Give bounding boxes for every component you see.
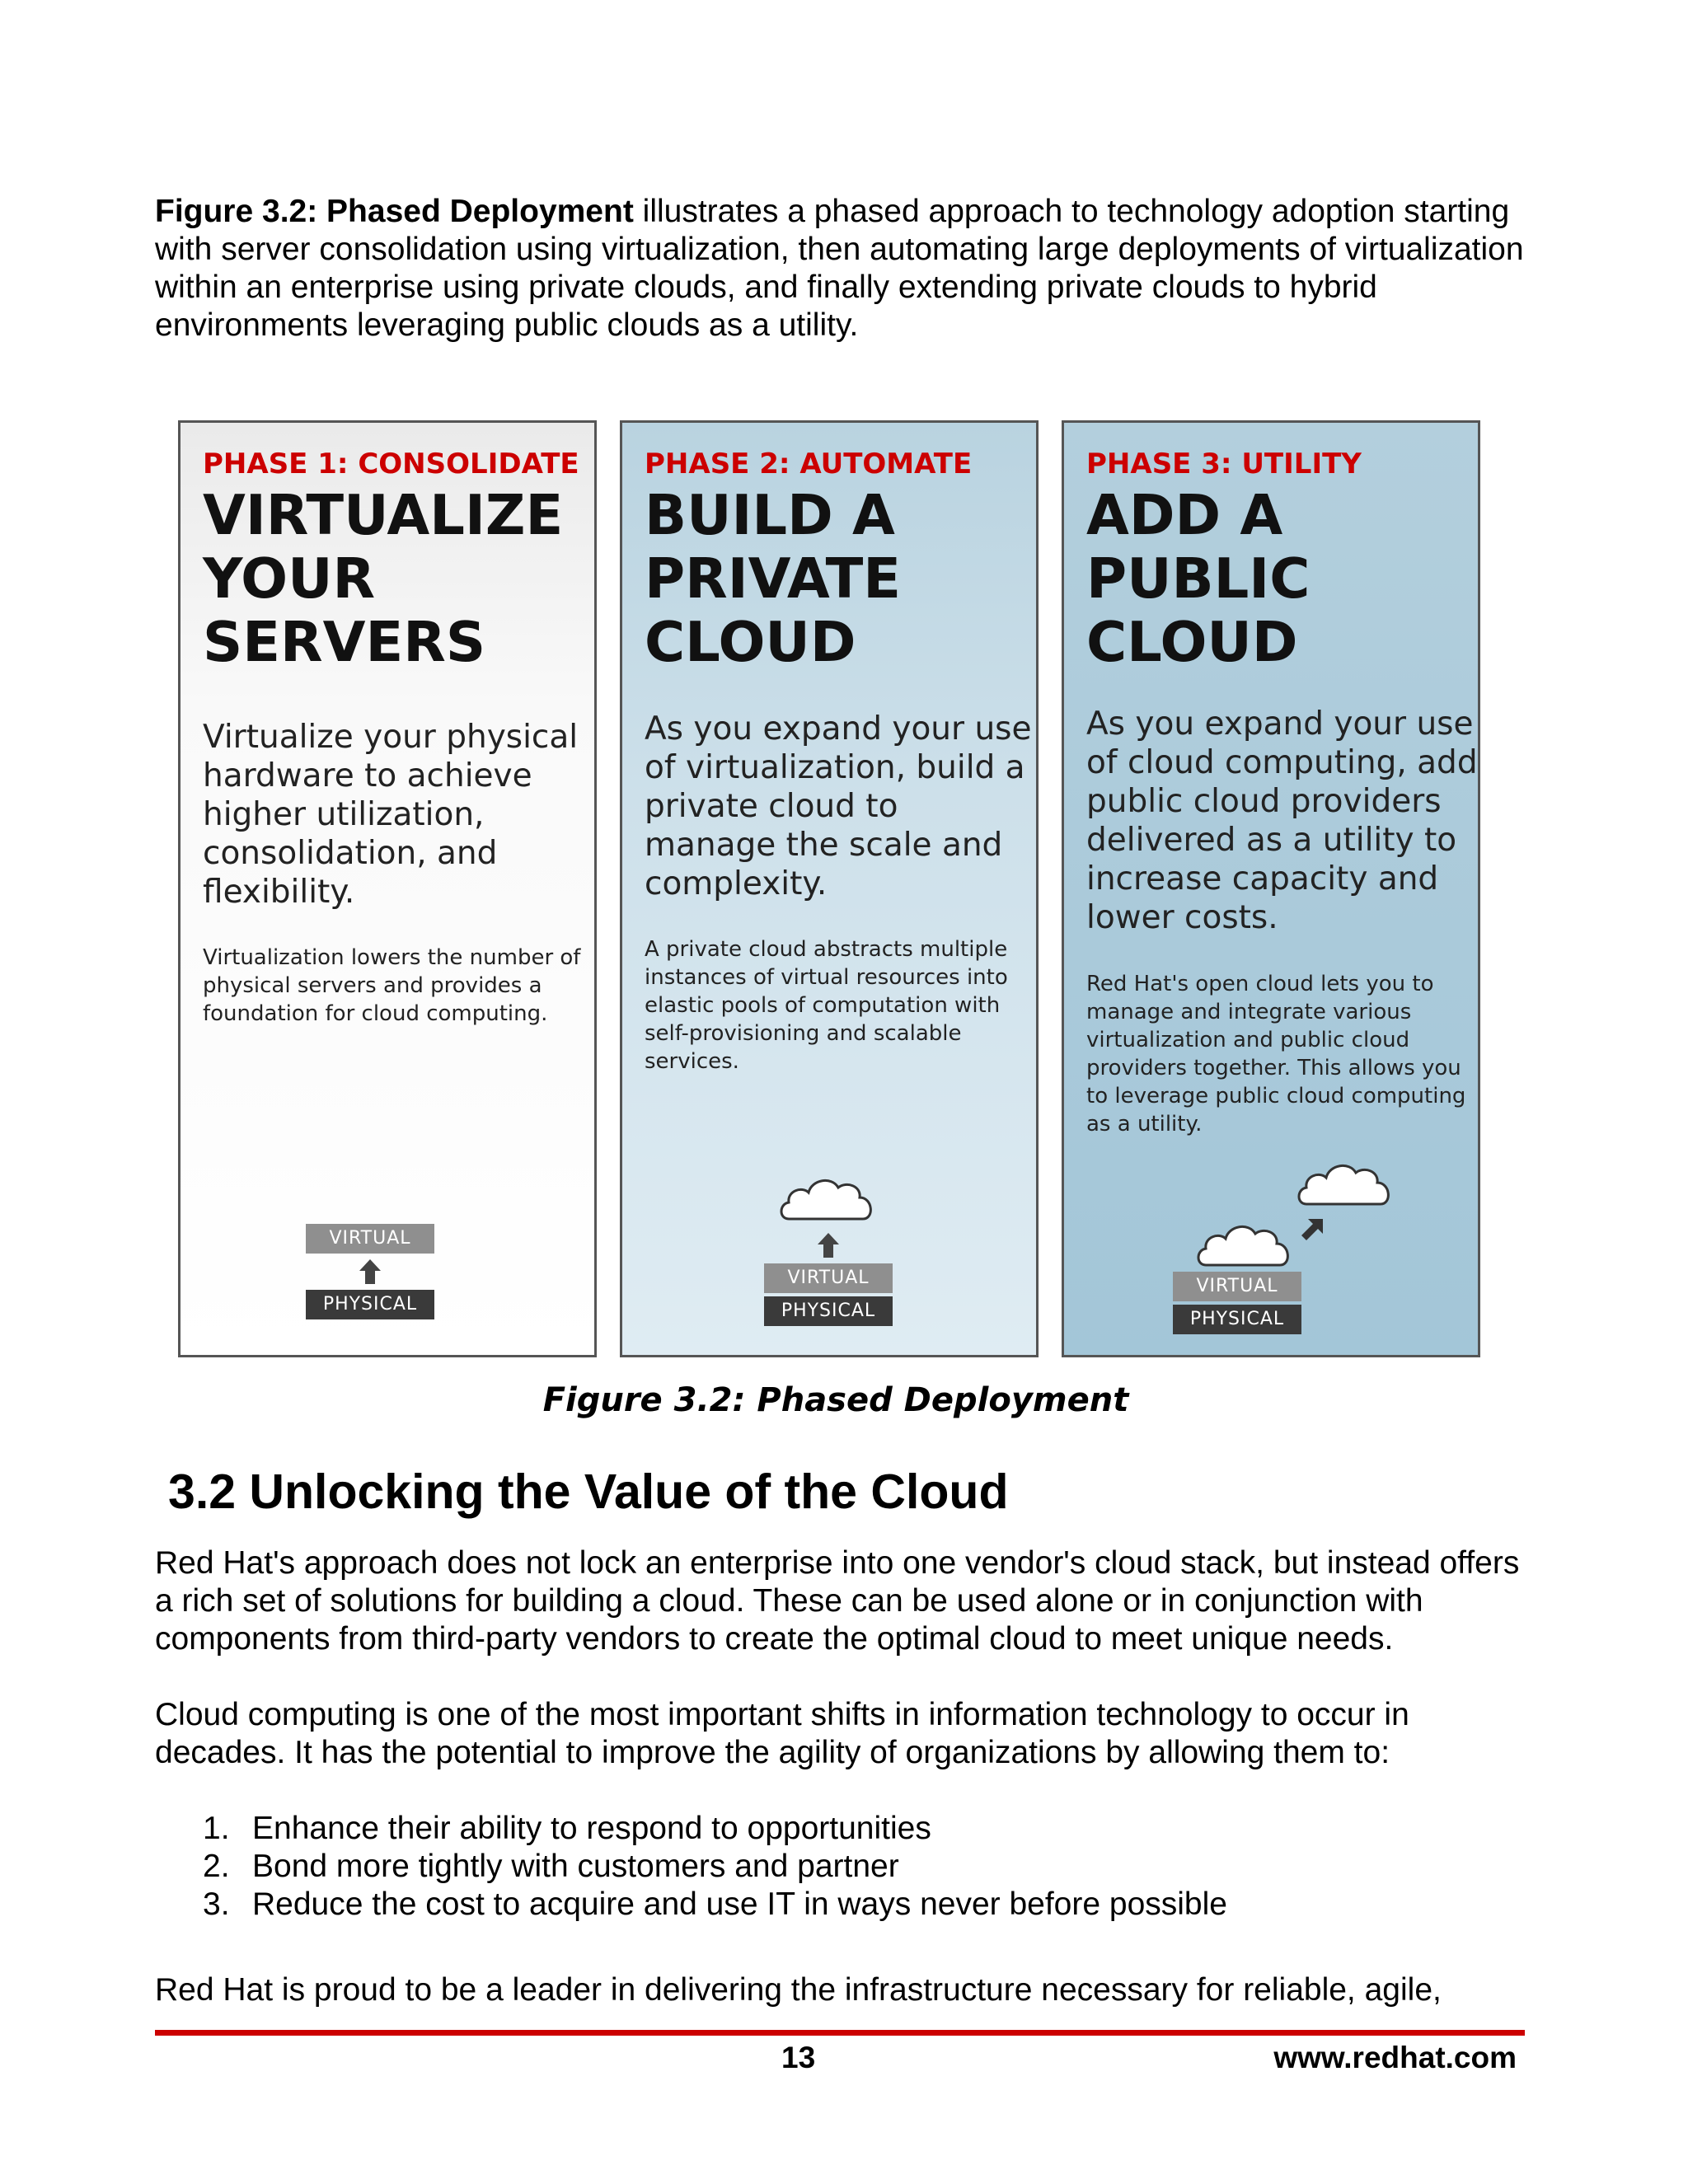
list-number: 3. <box>203 1886 230 1922</box>
phase-label: PHASE 2: AUTOMATE <box>645 448 973 480</box>
phase-body: Virtualize your physical hardware to achieve higher utilization, consolidation, and flexibility. <box>203 719 579 911</box>
benefits-list <box>203 1810 1227 1924</box>
list-text: Enhance their ability to respond to opportunities <box>252 1811 931 1846</box>
phase-headline: ADD A PUBLIC CLOUD <box>1086 483 1311 674</box>
cloud-icon <box>777 1171 879 1227</box>
phase-1-panel <box>178 420 597 1357</box>
paragraph: Cloud computing is one of the most important shifts in information technology to occur in decades. It has the potential to improve the agility of organizations by allowing them to: <box>155 1697 1409 1770</box>
physical-label: PHYSICAL <box>306 1290 434 1319</box>
phase-body: As you expand your use of cloud computing, add public cloud providers delivered as a utility to increase capacity and lower costs. <box>1086 705 1478 936</box>
cloud-icon <box>1194 1217 1296 1273</box>
paragraph: Red Hat is proud to be a leader in delivering the infrastructure necessary for reliable, agile, <box>155 1972 1442 2008</box>
phase-detail: Red Hat's open cloud lets you to manage and integrate various virtualization and public cloud providers together. This allows you to leverage public cloud computing as a utility. <box>1086 972 1466 1137</box>
list-number: 1. <box>203 1811 230 1846</box>
phase-headline: VIRTUALIZE YOUR SERVERS <box>203 483 564 674</box>
figure-caption: Figure 3.2: Phased Deployment <box>542 1381 1129 1419</box>
footer-divider <box>155 2030 1525 2036</box>
intro-figure-ref: Figure 3.2: Phased Deployment <box>155 194 634 229</box>
virtual-physical-stack <box>764 1227 896 1326</box>
phase-headline: BUILD A PRIVATE CLOUD <box>645 483 902 674</box>
list-text: Bond more tightly with customers and partner <box>252 1849 899 1884</box>
list-item <box>203 1810 1227 1848</box>
phase-detail: A private cloud abstracts multiple instances of virtual resources into elastic pools of computation with self-provisioning and scalable services. <box>645 937 1008 1074</box>
physical-label: PHYSICAL <box>1173 1305 1301 1334</box>
paragraph: Red Hat's approach does not lock an enterprise into one vendor's cloud stack, but instead offers a rich set of solutions for building a cloud. These can be used alone or in conjunction with components from third-party vendors to create the optimal cloud to meet unique needs. <box>155 1545 1520 1657</box>
list-text: Reduce the cost to acquire and use IT in ways never before possible <box>252 1886 1227 1922</box>
diagonal-arrow-icon <box>1298 1217 1326 1249</box>
list-item <box>203 1848 1227 1886</box>
up-arrow-icon <box>764 1227 893 1263</box>
virtual-physical-stack <box>306 1224 438 1319</box>
footer-website: www.redhat.com <box>1273 2041 1517 2074</box>
phase-label: PHASE 3: UTILITY <box>1086 448 1362 480</box>
virtual-label: VIRTUAL <box>764 1263 893 1293</box>
phase-body: As you expand your use of virtualization, build a private cloud to manage the scale and complexity. <box>645 710 1032 902</box>
page-number: 13 <box>781 2041 816 2074</box>
virtual-label: VIRTUAL <box>1173 1272 1301 1301</box>
virtual-physical-stack <box>1173 1272 1305 1334</box>
phase-detail: Virtualization lowers the number of physical servers and provides a foundation for cloud computing. <box>203 945 581 1026</box>
list-number: 2. <box>203 1849 230 1884</box>
phase-label: PHASE 1: CONSOLIDATE <box>203 448 579 480</box>
phase-3-panel <box>1062 420 1480 1357</box>
cloud-icon <box>1295 1155 1397 1214</box>
virtual-label: VIRTUAL <box>306 1224 434 1254</box>
list-item <box>203 1886 1227 1924</box>
intro-paragraph <box>155 193 1540 344</box>
physical-label: PHYSICAL <box>764 1296 893 1326</box>
up-arrow-icon <box>306 1254 434 1290</box>
section-title: 3.2 Unlocking the Value of the Cloud <box>168 1465 1009 1519</box>
intro-text: illustrates a phased approach to technology adoption starting with server consolidation using virtualization, then automating large deployments of virtualization within an enterprise using private clouds, and finally extending private clouds to hybrid environments leveraging public clouds as a utility. <box>155 194 1524 343</box>
phase-2-panel <box>620 420 1039 1357</box>
